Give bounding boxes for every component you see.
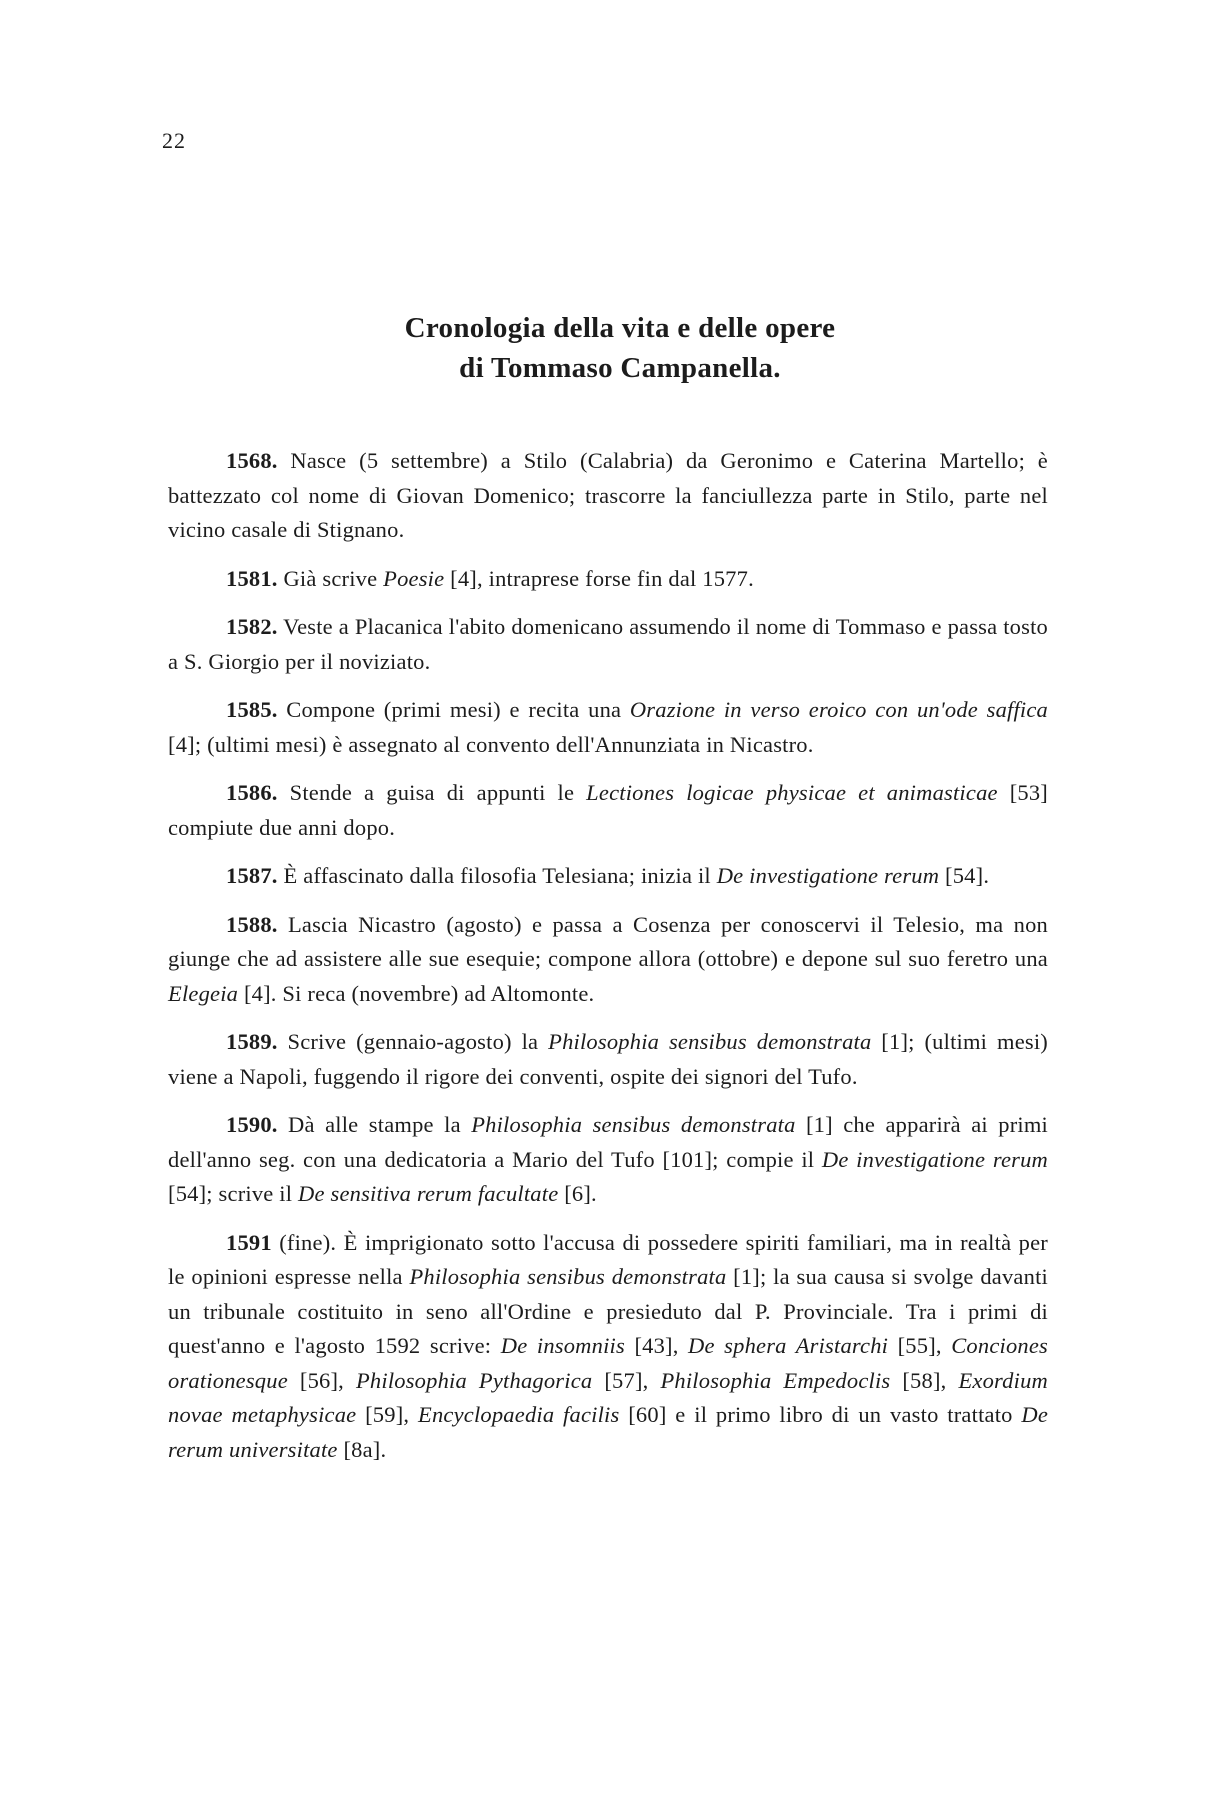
entry-text: Già scrive — [277, 565, 384, 591]
entry-year: 1591 — [226, 1229, 272, 1255]
work-title: Philosophia Pythagorica — [355, 1367, 593, 1393]
entry-text: [53] compiute due anni dopo. — [168, 780, 1049, 840]
work-title: De rerum universitate — [168, 1402, 1049, 1462]
work-title: De insomniis — [500, 1333, 625, 1358]
chronology-entry — [168, 562, 1048, 597]
entry-text: [55], — [888, 1333, 952, 1358]
entry-text: [8a]. — [337, 1436, 387, 1462]
chronology-entry — [168, 1025, 1048, 1094]
chronology-entry — [168, 859, 1048, 894]
entry-year: 1589. — [226, 1029, 278, 1054]
work-title: Lectiones logicae physicae et animasticae — [586, 780, 998, 805]
chronology-entries — [168, 444, 1048, 1481]
work-title: De investigatione rerum — [821, 1146, 1048, 1172]
entry-text: (fine). È imprigionato sotto l'accusa di possedere spiriti familiari, ma in realtà per le opinioni espresse nella — [168, 1229, 1048, 1289]
chronology-entry — [168, 610, 1048, 679]
entry-text: Lascia Nicastro (agosto) e passa a Cosenza per conoscervi il Telesio, ma non giunge che ad assistere alle sue esequie; compone allora (ottobre) e depone sul suo feretro una — [168, 911, 1048, 971]
entry-text: [58], — [890, 1367, 959, 1393]
entry-text: [59], — [356, 1402, 418, 1427]
entry-text: [43], — [624, 1333, 689, 1358]
entry-text: [60] e il primo libro di un vasto trattato — [619, 1402, 1022, 1427]
title-line-1: Cronologia della vita e delle opere — [404, 312, 836, 344]
page-number: 22 — [162, 128, 186, 153]
entry-text: [1]; (ultimi mesi) viene a Napoli, fuggendo il rigore dei conventi, ospite dei signori del Tufo. — [168, 1029, 1048, 1089]
entry-year: 1590. — [226, 1112, 278, 1137]
work-title: Elegeia — [168, 980, 239, 1006]
entry-year: 1588. — [226, 911, 278, 937]
chronology-entry — [168, 776, 1048, 845]
chronology-entry — [168, 693, 1048, 762]
entry-text: Veste a Placanica l'abito domenicano assumendo il nome di Tommaso e passa tosto a S. Giorgio per il noviziato. — [168, 614, 1048, 674]
entry-text: [1] che apparirà ai primi dell'anno seg. con una dedicatoria a Mario del Tufo [101]; compie il — [168, 1112, 1048, 1172]
entry-text: [4]. Si reca (novembre) ad Altomonte. — [238, 980, 595, 1006]
chapter-title — [160, 308, 1080, 388]
chronology-entry — [168, 1226, 1048, 1468]
entry-text: [54]; scrive il — [168, 1181, 299, 1206]
work-title: Exordium novae metaphysicae — [168, 1367, 1048, 1427]
entry-year: 1586. — [226, 780, 278, 805]
entry-year: 1581. — [226, 565, 278, 591]
entry-year: 1568. — [226, 448, 278, 473]
entry-text: [4], intraprese forse fin dal 1577. — [444, 565, 754, 591]
work-title: Philosophia sensibus demonstrata — [409, 1264, 727, 1289]
entry-text: Scrive (gennaio-agosto) la — [277, 1029, 549, 1054]
entry-text: [56], — [287, 1367, 356, 1393]
chronology-entry — [168, 908, 1048, 1012]
entry-year: 1582. — [226, 614, 278, 639]
work-title: Philosophia sensibus demonstrata — [471, 1112, 796, 1137]
work-title: De sensitiva rerum facultate — [298, 1181, 559, 1206]
work-title: Conciones orationesque — [168, 1333, 1049, 1393]
work-title: Orazione in verso eroico con un'ode saffica — [629, 697, 1049, 722]
entry-text: Compone (primi mesi) e recita una — [277, 697, 630, 722]
entry-year: 1585. — [226, 697, 278, 722]
work-title: Philosophia Empedoclis — [660, 1367, 891, 1393]
work-title: Philosophia sensibus demonstrata — [548, 1029, 872, 1054]
entry-text: Nasce (5 settembre) a Stilo (Calabria) da Geronimo e Caterina Martello; è battezzato col nome di Giovan Domenico; trascorre la fanciullezza parte in Stilo, parte nel vicino casale di Stignano. — [168, 448, 1048, 542]
title-line-2: di Tommaso Campanella. — [459, 352, 781, 384]
entry-text: Dà alle stampe la — [277, 1112, 472, 1137]
entry-text: [1]; la sua causa si svolge davanti un tribunale costituito in seno all'Ordine e presieduto dal P. Provinciale. Tra i primi di quest'anno e l'agosto 1592 scrive: — [168, 1264, 1048, 1358]
chronology-entry — [168, 444, 1048, 548]
entry-text: È affascinato dalla filosofia Telesiana; inizia il — [277, 863, 717, 888]
entry-text: Stende a guisa di appunti le — [277, 780, 587, 805]
entry-year: 1587. — [226, 863, 278, 888]
work-title: De investigatione rerum — [716, 863, 940, 888]
entry-text: [54]. — [939, 863, 990, 888]
chronology-entry — [168, 1108, 1048, 1212]
work-title: Poesie — [383, 565, 445, 591]
entry-text: [57], — [592, 1367, 661, 1393]
entry-text: [6]. — [558, 1181, 597, 1206]
work-title: Encyclopaedia facilis — [418, 1402, 620, 1427]
work-title: De sphera Aristarchi — [688, 1333, 889, 1358]
entry-text: [4]; (ultimi mesi) è assegnato al convento dell'Annunziata in Nicastro. — [168, 731, 814, 757]
